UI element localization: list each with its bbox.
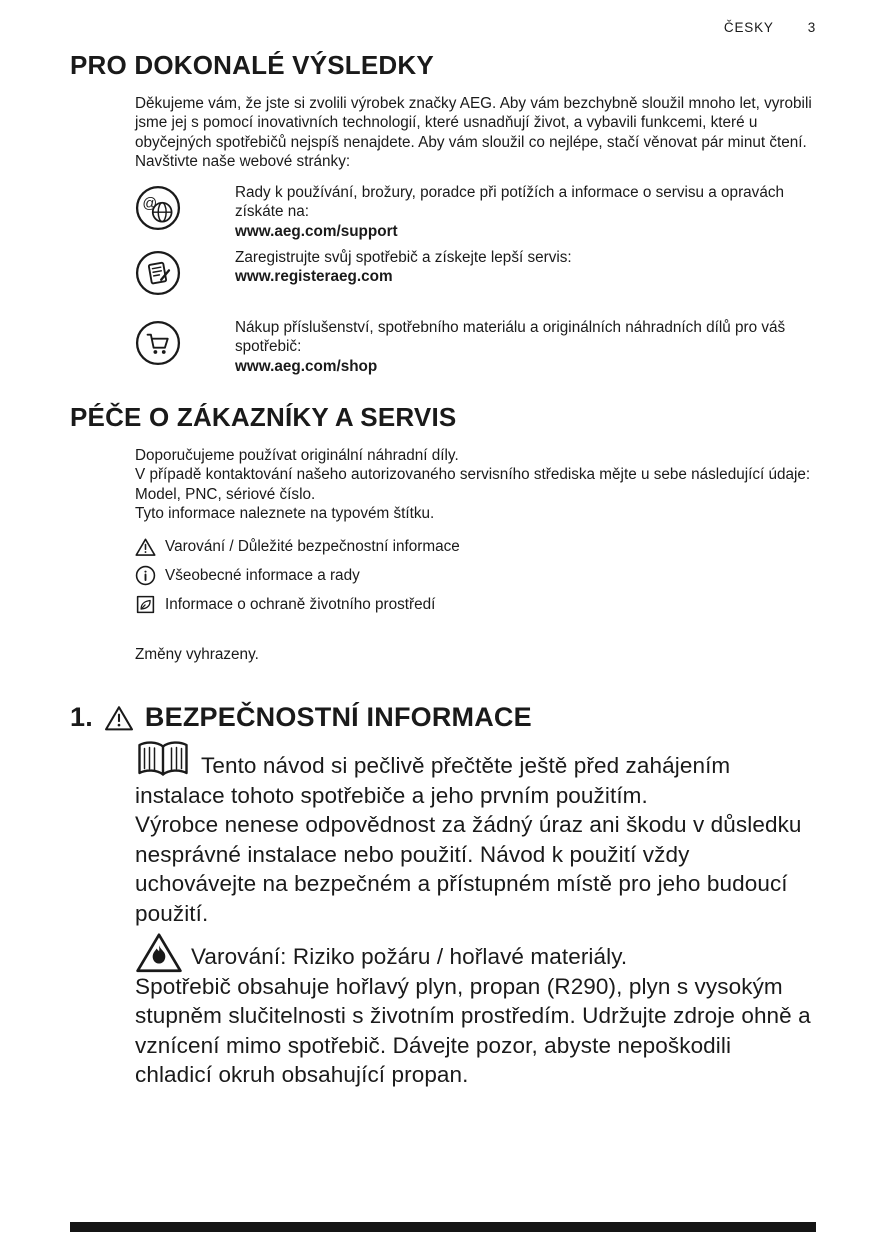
legend-info-text: Všeobecné informace a rady — [165, 566, 360, 584]
legend-info — [135, 565, 818, 586]
resource-shop — [135, 318, 818, 376]
globe-at-icon — [135, 183, 235, 236]
legend-eco — [135, 594, 818, 615]
web-resources — [135, 183, 818, 376]
visit-line: Navštivte naše webové stránky: — [135, 152, 351, 170]
footer-bar — [70, 1222, 816, 1232]
intro-paragraph: Děkujeme vám, že jste si zvolili výrobek značky AEG. Aby vám bezchybně sloužil mnoho let, vyrobili jsme jej s pomocí inovativních technologií, které usnadňují život, a vybavili funkcemi, které u obyčejných spotřebičů nejspíš nenajdete. Aby vám sloužil co nejlépe, stačí věnovat pár minut čtení. — [135, 95, 812, 151]
resource-support — [135, 183, 818, 241]
cart-icon — [135, 318, 235, 371]
care-paragraph-3: Tyto informace naleznete na typovém štítku. — [135, 504, 435, 522]
open-book-icon — [135, 751, 201, 776]
safety-intro-text: Tento návod si pečlivě přečtěte ještě před zahájením instalace tohoto spotřebiče a jeho prvním použitím. — [135, 753, 731, 808]
care-paragraph-2: V případě kontaktování našeho autorizovaného servisního střediska mějte u sebe následující údaje: Model, PNC, sériové číslo. — [135, 466, 811, 503]
info-icon — [135, 565, 156, 586]
flammable-warning-icon — [135, 942, 191, 967]
resource-support-url: www.aeg.com/support — [235, 222, 398, 240]
symbols-legend — [135, 537, 818, 615]
svg-text:@: @ — [142, 196, 158, 213]
page-number: 3 — [807, 20, 816, 35]
register-icon — [135, 248, 235, 301]
care-paragraph-1: Doporučujeme používat originální náhradní díly. — [135, 446, 459, 464]
language-label: ČESKY — [723, 20, 774, 35]
legend-warning — [135, 537, 818, 557]
eco-leaf-icon — [135, 594, 156, 615]
legend-eco-text: Informace o ochraně životního prostředí — [165, 595, 436, 613]
safety-intro-paragraph — [135, 751, 813, 810]
resource-register — [135, 248, 818, 301]
resource-support-text: Rady k používání, brožury, poradce při potížích a informace o servisu a opravách získáte na: — [235, 184, 784, 221]
resource-shop-text: Nákup příslušenství, spotřebního materiálu a originálních náhradních dílů pro váš spotřebič: — [235, 319, 786, 356]
resource-register-url: www.registeraeg.com — [235, 268, 393, 286]
perfect-results-title: PRO DOKONALÉ VÝSLEDKY — [70, 50, 434, 80]
fire-warning-lead-paragraph — [135, 942, 813, 972]
customer-care-title: PÉČE O ZÁKAZNÍKY A SERVIS — [70, 401, 457, 432]
resource-shop-url: www.aeg.com/shop — [235, 357, 378, 375]
safety-section-heading — [70, 702, 818, 733]
safety-section-title: BEZPEČNOSTNÍ INFORMACE — [144, 702, 532, 733]
resource-register-text: Zaregistrujte svůj spotřebič a získejte lepší servis: — [235, 249, 572, 267]
safety-section-number: 1. — [70, 702, 93, 733]
changes-reserved-note: Změny vyhrazeny. — [135, 646, 259, 664]
page-header — [724, 20, 816, 35]
fire-warning-lead-text: Varování: Riziko požáru / hořlavé materiály. — [191, 944, 628, 970]
safety-liability-paragraph: Výrobce nenese odpovědnost za žádný úraz ani škodu v důsledku nesprávné instalace nebo použití. Návod k použití vždy uchovávejte na bezpečném a přístupném místě pro jeho budoucí použití. — [135, 812, 802, 926]
warning-triangle-icon — [104, 704, 134, 732]
legend-warning-text: Varování / Důležité bezpečnostní informace — [165, 538, 460, 556]
fire-warning-body-paragraph: Spotřebič obsahuje hořlavý plyn, propan (R290), plyn s vysokým stupněm slučitelnosti s životním prostředím. Udržujte zdroje ohně a vznícení mimo spotřebič. Dávejte pozor, abyste nepoškodili chladicí okruh obsahující propan. — [135, 973, 811, 1088]
warning-triangle-icon — [135, 537, 156, 557]
page-content — [70, 50, 818, 1090]
